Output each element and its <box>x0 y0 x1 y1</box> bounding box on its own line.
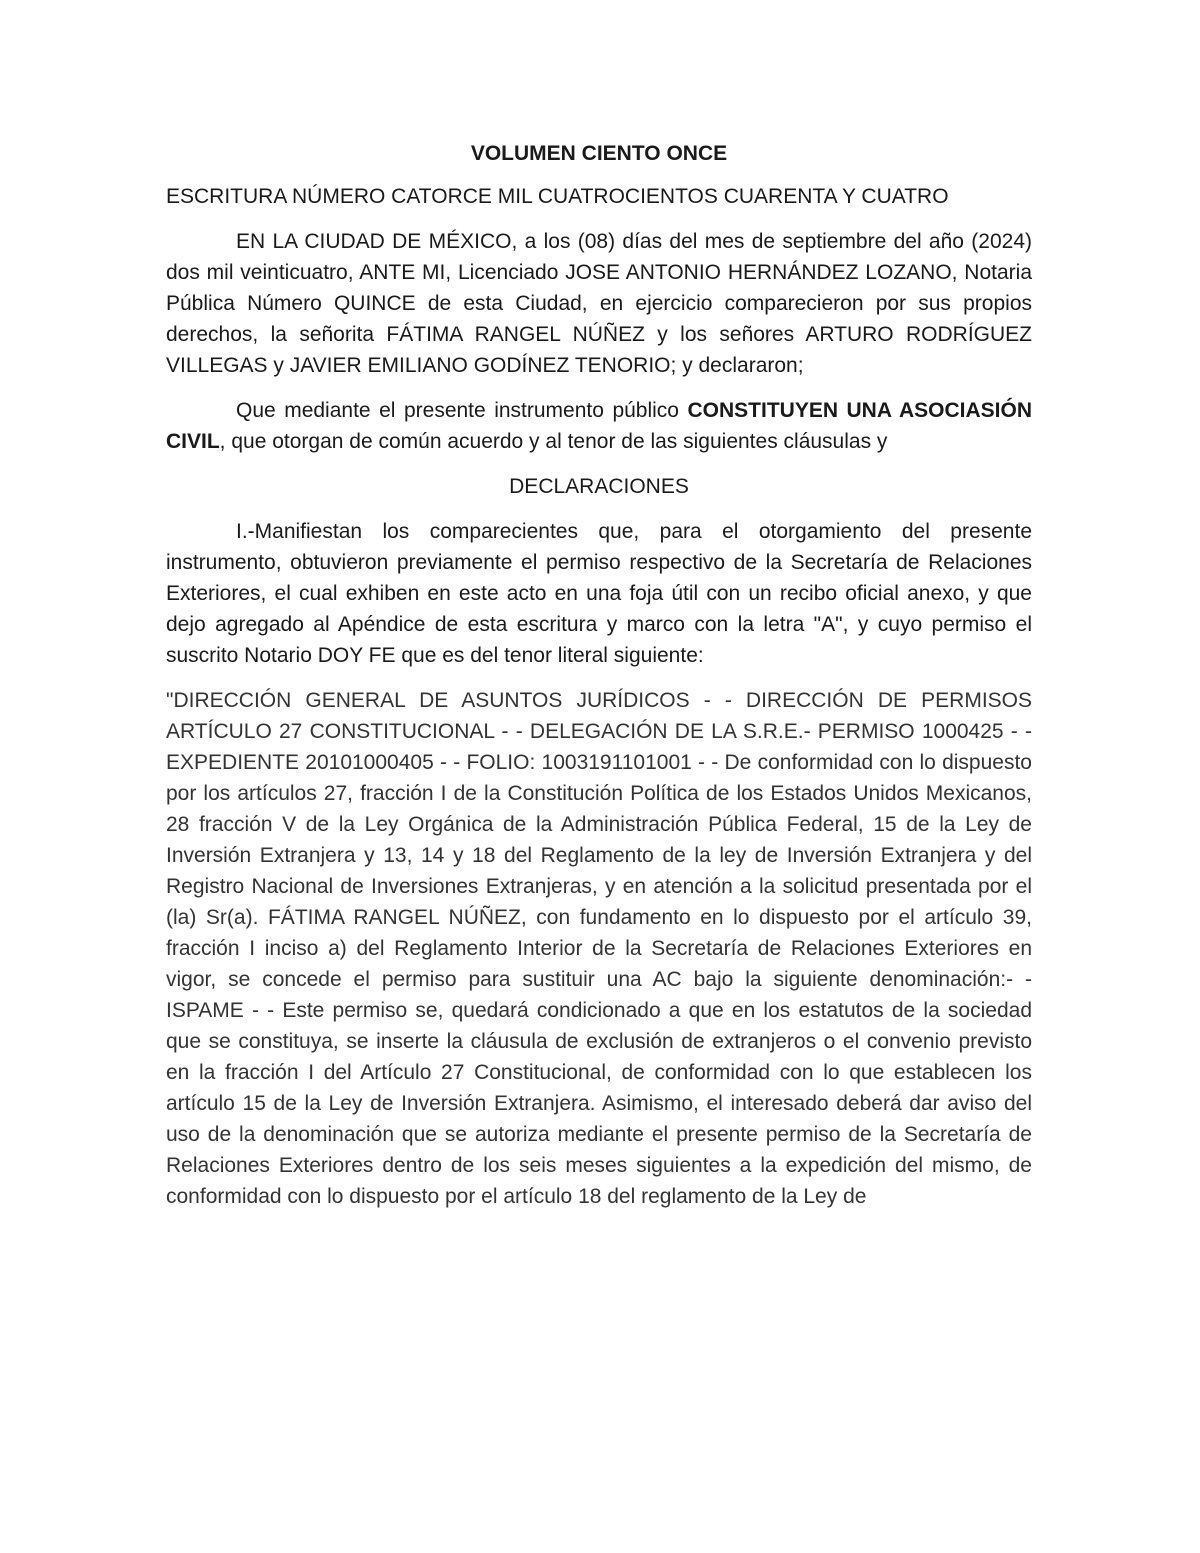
opening-paragraph: EN LA CIUDAD DE MÉXICO, a los (08) días del mes de septiembre del año (2024) dos mil veinticuatro, ANTE MI, Licenciado JOSE ANTONIO HERNÁNDEZ LOZANO, Notaria Pública Número QUINCE de esta Ciudad, en ejercicio comparecieron por sus propios derechos, la señorita FÁTIMA RANGEL NÚÑEZ y los señores ARTURO RODRÍGUEZ VILLEGAS y JAVIER EMILIANO GODÍNEZ TENORIO; y declararon; <box>166 230 1032 377</box>
constitution-text-end: , que otorgan de común acuerdo y al tenor de las siguientes cláusulas y <box>219 430 888 453</box>
permit-quote-paragraph: "DIRECCIÓN GENERAL DE ASUNTOS JURÍDICOS - - DIRECCIÓN DE PERMISOS ARTÍCULO 27 CONSTITUCIONAL - - DELEGACIÓN DE LA S.R.E.- PERMISO 1000425 - - EXPEDIENTE 20101000405 - - FOLIO: 1003191101001 - - De conformidad con lo dispuesto por los artículos 27, fracción I de la Constitución Política de los Estados Unidos Mexicanos, 28 fracción V de la Ley Orgánica de la Administración Pública Federal, 15 de la Ley de Inversión Extranjera y 13, 14 y 18 del Reglamento de la ley de Inversión Extranjera y del Registro Nacional de Inversiones Extranjeras, y en atención a la solicitud presentada por el (la) Sr(a). FÁTIMA RANGEL NÚÑEZ, con fundamento en lo dispuesto por el artículo 39, fracción I inciso a) del Reglamento Interior de la Secretaría de Relaciones Exteriores en vigor, se concede el permiso para sustituir una AC bajo la siguiente denominación:- - ISPAME - - Este permiso se, quedará condicionado a que en los estatutos de la sociedad que se constituya, se inserte la cláusula de exclusión de extranjeros o el convenio previsto en la fracción I del Artículo 27 Constitucional, de conformidad con lo que establecen los artículo 15 de la Ley de Inversión Extranjera. Asimismo, el interesado deberá dar aviso del uso de la denominación que se autoriza mediante el presente permiso de la Secretaría de Relaciones Exteriores dentro de los seis meses siguientes a la expedición del mismo, de conformidad con lo dispuesto por el artículo 18 del reglamento de la Ley de <box>166 689 1032 1208</box>
declaraciones-heading: DECLARACIONES <box>509 475 689 498</box>
document-body <box>166 138 1032 1226</box>
constitution-paragraph <box>166 395 1032 457</box>
constitution-bold-text: CONSTITUYEN UNA ASOCIASIÓN CIVIL <box>166 399 1032 453</box>
escritura-number: ESCRITURA NÚMERO CATORCE MIL CUATROCIENTOS CUARENTA Y CUATRO <box>166 185 949 208</box>
declaration-one-paragraph: I.-Manifiestan los comparecientes que, para el otorgamiento del presente instrumento, obtuvieron previamente el permiso respectivo de la Secretaría de Relaciones Exteriores, el cual exhiben en este acto en una foja útil con un recibo oficial anexo, y que dejo agregado al Apéndice de esta escritura y marco con la letra "A", y cuyo permiso el suscrito Notario DOY FE que es del tenor literal siguiente: <box>166 520 1032 667</box>
constitution-text-start: Que mediante el presente instrumento público <box>236 399 688 422</box>
volume-title: VOLUMEN CIENTO ONCE <box>470 142 728 165</box>
